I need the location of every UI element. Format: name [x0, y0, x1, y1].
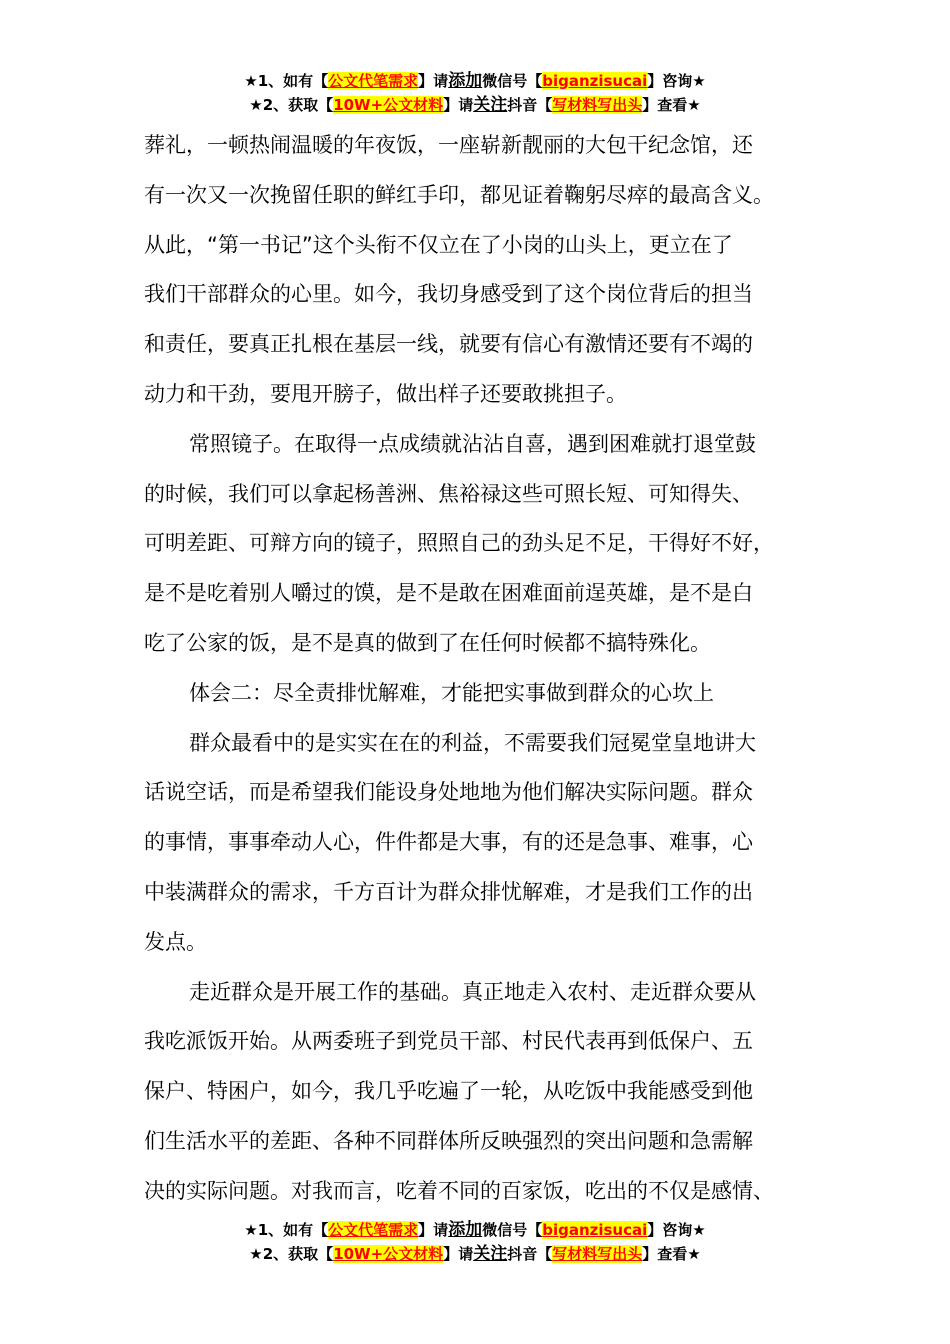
text-line: 常照镜子。在取得一点成绩就沾沾自喜，遇到困难就打退堂鼓 [189, 431, 756, 456]
highlight-douyin: 写材料写出头 [552, 1245, 643, 1263]
highlight-wechat-id: biganzisucai [542, 1221, 648, 1239]
text-line: 动力和干劲，要甩开膀子，做出样子还要敢挑担子。 [144, 381, 627, 406]
banner-line-2: ★2、获取【10W+公文材料】请关注抖音【写材料写出头】查看★ [249, 95, 701, 115]
text-line: 体会二：尽全责排忧解难，才能把实事做到群众的心坎上 [189, 680, 714, 705]
text-line: 可明差距、可辩方向的镜子，照照自己的劲头足不足，干得好不好， [144, 531, 774, 556]
text-line: 中装满群众的需求，千方百计为群众排忧解难，才是我们工作的出 [144, 879, 753, 904]
text-line: 的时候，我们可以拿起杨善洲、焦裕禄这些可照长短、可知得失、 [144, 481, 753, 506]
text-line: 吃了公家的饭，是不是真的做到了在任何时候都不搞特殊化。 [144, 630, 711, 655]
text-line: 走近群众是开展工作的基础。真正地走入农村、走近群众要从 [189, 979, 756, 1004]
text-line: 们生活水平的差距、各种不同群体所反映强烈的突出问题和急需解 [144, 1128, 753, 1153]
text-line: 从此，“第一书记”这个头衔不仅立在了小岗的山头上，更立在了 [144, 232, 733, 257]
banner-line-1: ★1、如有【公文代笔需求】请添加微信号【biganzisucai】咨询★ [244, 71, 706, 91]
document-body [144, 128, 844, 1224]
highlight-materials: 10W+公文材料 [333, 96, 444, 114]
highlight-service: 公文代笔需求 [328, 72, 419, 90]
highlight-materials: 10W+公文材料 [333, 1245, 444, 1263]
text-line: 我们干部群众的心里。如今，我切身感受到了这个岗位背后的担当 [144, 282, 753, 307]
text-line: 的事情，事事牵动人心，件件都是大事，有的还是急事、难事，心 [144, 830, 753, 855]
text-line: 葬礼，一顿热闹温暖的年夜饭，一座崭新靓丽的大包干纪念馆，还 [144, 133, 753, 157]
text-line: 话说空话，而是希望我们能设身处地地为他们解决实际问题。群众 [144, 780, 753, 805]
text-line: 群众最看中的是实实在在的利益，不需要我们冠冕堂皇地讲大 [189, 730, 756, 755]
text-line: 我吃派饭开始。从两委班子到党员干部、村民代表再到低保户、五 [144, 1029, 753, 1054]
footer-banner [0, 1218, 950, 1266]
header-banner [0, 69, 950, 117]
highlight-wechat-id: biganzisucai [542, 72, 648, 90]
text-line: 有一次又一次挽留任职的鲜红手印，都见证着鞠躬尽瘁的最高含义。 [144, 182, 774, 207]
highlight-douyin: 写材料写出头 [552, 96, 643, 114]
text-line: 是不是吃着别人嚼过的馍，是不是敢在困难面前逞英雄，是不是白 [144, 581, 753, 606]
banner-line-1: ★1、如有【公文代笔需求】请添加微信号【biganzisucai】咨询★ [244, 1220, 706, 1240]
text-line: 决的实际问题。对我而言，吃着不同的百家饭，吃出的不仅是感情、 [144, 1178, 774, 1203]
banner-line-2: ★2、获取【10W+公文材料】请关注抖音【写材料写出头】查看★ [249, 1244, 701, 1264]
highlight-service: 公文代笔需求 [328, 1221, 419, 1239]
text-line: 和责任，要真正扎根在基层一线，就要有信心有激情还要有不竭的 [144, 332, 753, 357]
text-line: 发点。 [144, 929, 207, 954]
text-line: 保户、特困户，如今，我几乎吃遍了一轮，从吃饭中我能感受到他 [144, 1079, 753, 1104]
